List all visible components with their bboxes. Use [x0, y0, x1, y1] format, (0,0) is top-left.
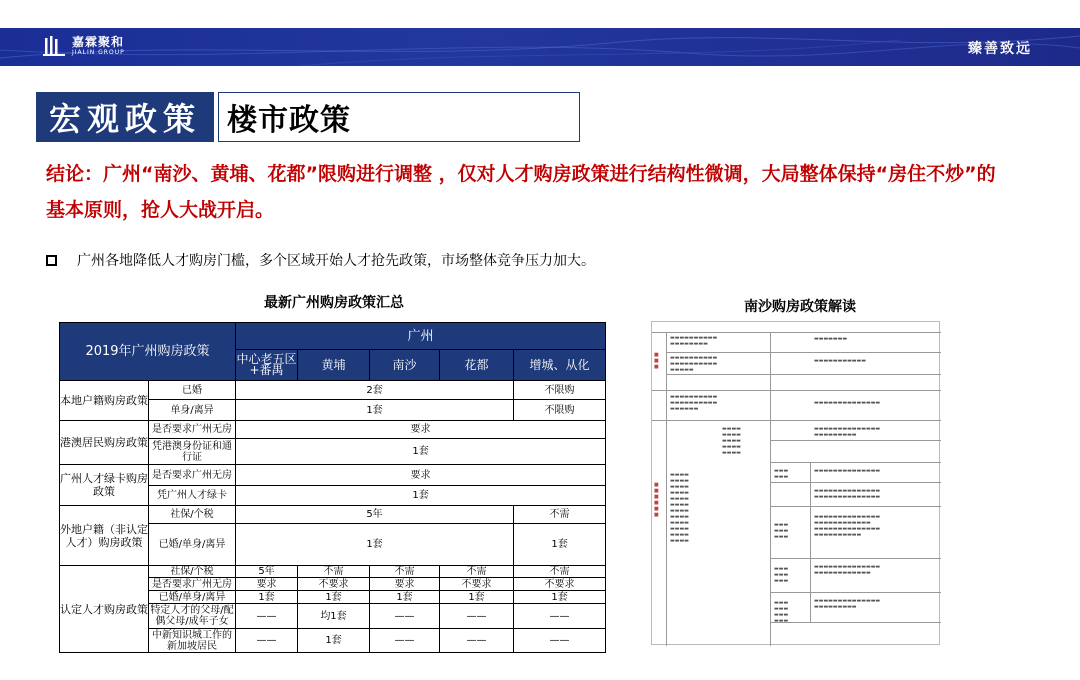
- value-cell: ——: [514, 604, 606, 629]
- condition-cell: 已婚/单身/离异: [149, 591, 236, 604]
- row-header: 港澳居民购房政策: [60, 421, 149, 465]
- value-cell: 不需: [514, 566, 606, 578]
- condition-cell: 中新知识城工作的新加坡居民: [149, 629, 236, 653]
- value-cell: 均1套: [298, 604, 370, 629]
- value-cell: 不限购: [514, 400, 606, 421]
- condition-cell: 已婚: [149, 381, 236, 400]
- slogan: 臻善致远: [968, 41, 1032, 57]
- header-wave-decoration: [0, 28, 1080, 66]
- policy-table-title: 最新广州购房政策汇总: [264, 295, 404, 311]
- value-cell: 1套: [514, 591, 606, 604]
- value-cell: ——: [514, 629, 606, 653]
- value-cell: 要求: [236, 421, 606, 439]
- value-cell: 不需: [298, 566, 370, 578]
- district-header: 南沙: [370, 350, 440, 381]
- value-cell: ——: [370, 629, 440, 653]
- header-bar: [0, 28, 1080, 66]
- condition-cell: 是否要求广州无房: [149, 421, 236, 439]
- value-cell: 要求: [370, 578, 440, 591]
- row-header: 外地户籍（非认定人才）购房政策: [60, 506, 149, 566]
- condition-cell: 凭港澳身份证和通行证: [149, 439, 236, 465]
- logo-name-en: JIALIN GROUP: [72, 49, 125, 56]
- value-cell: 1套: [514, 524, 606, 566]
- square-bullet-icon: [46, 255, 57, 266]
- value-cell: ——: [440, 604, 514, 629]
- logo-name-cn: 嘉霖聚和: [72, 35, 125, 49]
- district-header: 增城、从化: [514, 350, 606, 381]
- policy-table: [59, 322, 606, 653]
- condition-cell: 是否要求广州无房: [149, 578, 236, 591]
- value-cell: 2套: [236, 381, 514, 400]
- row-header: 本地户籍购房政策: [60, 381, 149, 421]
- value-cell: 5年: [236, 506, 514, 524]
- value-cell: 不需: [514, 506, 606, 524]
- condition-cell: 特定人才的父母/配偶父母/成年子女: [150, 605, 234, 627]
- value-cell: 1套: [440, 591, 514, 604]
- district-header: 黄埔: [298, 350, 370, 381]
- value-cell: 5年: [236, 566, 298, 578]
- table-head-left: 2019年广州购房政策: [60, 323, 236, 381]
- conclusion-text: 结论：广州“南沙、黄埔、花都”限购进行调整 ，仅对人才购房政策进行结构性微调，大局整体保持“房住不炒”的基本原则，抢人大战开启。: [46, 163, 996, 221]
- value-cell: 1套: [236, 439, 606, 465]
- row-header: 广州人才绿卡购房政策: [60, 465, 149, 506]
- value-cell: 不要求: [514, 578, 606, 591]
- condition-cell: 单身/离异: [149, 400, 236, 421]
- bullet-point: [46, 250, 595, 270]
- title-sub: 楼市政策: [218, 92, 580, 142]
- value-cell: ——: [370, 604, 440, 629]
- condition-cell: 凭广州人才绿卡: [149, 486, 236, 506]
- value-cell: 不要求: [298, 578, 370, 591]
- value-cell: 1套: [236, 486, 606, 506]
- condition-cell: 社保/个税: [149, 506, 236, 524]
- district-header: 中心老五区+番禺: [236, 350, 298, 381]
- value-cell: ——: [236, 604, 298, 629]
- value-cell: 1套: [236, 591, 298, 604]
- row-header: 认定人才购房政策: [60, 566, 149, 653]
- logo-icon: [42, 34, 66, 58]
- value-cell: 1套: [298, 591, 370, 604]
- value-cell: ——: [236, 629, 298, 653]
- condition-cell: 已婚/单身/离异: [149, 524, 236, 566]
- nansha-policy-document-image: ■ ■ ■ ■ ■ ■ ■ ■ ■ ▬▬▬▬▬▬▬▬▬▬ ▬▬▬▬▬▬▬▬ ▬▬▬▬▬▬▬▬▬▬ ▬▬▬▬▬▬▬▬▬▬ ▬▬▬▬▬ ▬▬▬▬▬▬▬▬▬▬ ▬▬▬▬▬▬▬▬▬▬ ▬▬▬▬▬▬ ▬▬▬▬ ▬▬▬▬ ▬▬▬▬ ▬▬▬▬ ▬▬▬▬ ▬▬▬▬ ▬▬▬▬ ▬▬▬▬ ▬▬▬▬ ▬▬▬▬ ▬▬▬▬ ▬▬▬▬ ▬▬▬▬ ▬▬▬▬ ▬▬▬▬ ▬▬▬▬ ▬▬▬▬ ▬▬▬▬▬▬▬ ▬▬▬▬▬▬▬▬▬▬▬ ▬▬▬▬▬▬▬▬▬▬▬▬▬▬ ▬▬▬▬▬▬▬▬▬▬▬▬▬▬ ▬▬▬▬▬▬▬▬▬ ▬▬▬▬▬▬▬▬▬▬▬▬▬▬ ▬▬▬▬▬▬▬▬▬▬▬▬▬▬ ▬▬▬▬▬▬▬▬▬▬▬▬▬▬ ▬▬▬▬▬▬▬▬▬▬▬▬▬▬ ▬▬▬▬▬▬▬▬▬▬▬▬ ▬▬▬▬▬▬▬▬▬▬▬▬▬▬ ▬▬▬▬▬▬▬▬▬▬ ▬▬▬▬▬▬▬▬▬▬▬▬▬▬ ▬▬▬▬▬▬▬▬▬▬▬▬ ▬▬▬▬▬▬▬▬▬▬▬▬▬▬ ▬▬▬▬▬▬▬▬▬ ▬▬▬ ▬▬▬ ▬▬▬ ▬▬▬ ▬▬▬ ▬▬▬ ▬▬▬ ▬▬▬ ▬▬▬ ▬▬▬ ▬▬▬ ▬▬▬: [651, 321, 940, 645]
- condition-cell: 社保/个税: [149, 566, 236, 578]
- value-cell: 1套: [236, 524, 514, 566]
- district-header: 花都: [440, 350, 514, 381]
- company-logo: [42, 34, 125, 58]
- title-main: 宏观政策: [36, 92, 214, 142]
- value-cell: 不需: [370, 566, 440, 578]
- value-cell: 不要求: [440, 578, 514, 591]
- page-title: [36, 92, 580, 142]
- value-cell: ——: [440, 629, 514, 653]
- condition-cell: 是否要求广州无房: [149, 465, 236, 486]
- bullet-text: 广州各地降低人才购房门槛，多个区域开始人才抢先政策，市场整体竞争压力加大。: [77, 253, 595, 269]
- value-cell: 要求: [236, 465, 606, 486]
- value-cell: 1套: [298, 629, 370, 653]
- value-cell: 要求: [236, 578, 298, 591]
- value-cell: 1套: [370, 591, 440, 604]
- value-cell: 不需: [440, 566, 514, 578]
- table-head-city: 广州: [236, 323, 606, 350]
- value-cell: 1套: [236, 400, 514, 421]
- value-cell: 不限购: [514, 381, 606, 400]
- nansha-title: 南沙购房政策解读: [744, 299, 856, 315]
